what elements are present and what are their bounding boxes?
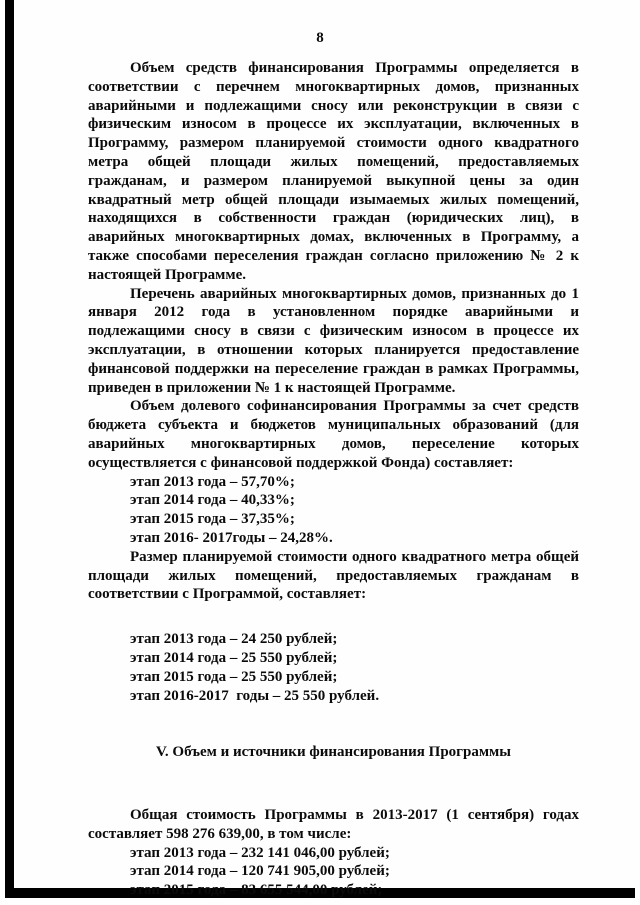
stage-value-line: этап 2016-2017 годы – 25 550 рублей. (130, 687, 380, 704)
body-paragraph: Общая стоимость Программы в 2013-2017 (1 сентября) годах составляет 598 276 639,00, в том числе: (88, 807, 579, 842)
stage-value-line: этап 2015 года – 25 550 рублей; (130, 668, 338, 685)
section-heading: V. Объем и источники финансирования Программы (156, 744, 511, 761)
page-number: 8 (316, 30, 324, 46)
stage-value-line: этап 2013 года – 24 250 рублей; (130, 631, 338, 648)
stage-value-line: этап 2014 года – 120 741 905,00 рублей; (130, 863, 390, 880)
paragraph-gap (88, 604, 579, 630)
stage-value-line: этап 2013 года – 57,70%; (130, 473, 295, 490)
body-paragraph: Перечень аварийных многоквартирных домов, признанных до 1 января 2012 года в установленном порядке аварийными и подлежащими сносу в связи с физическим износом в процессе их эксплуатации, в отношении которых планируется предоставление финансовой поддержки на переселение граждан в рамках Программы, приведен в приложении № 1 к настоящей Программе. (88, 285, 579, 396)
body-paragraph: Объем средств финансирования Программы определяется в соответствии с перечнем многоквартирных домов, признанных аварийными и подлежащими сносу или реконструкции в связи с физическим износом в процессе их эксплуатации, включенных в Программу, размером планируемой стоимости одного квадратного метра общей площади жилых помещений, предоставляемых гражданам, и размером планируемой выкупной цены за один квадратный метр общей площади изымаемых жилых помещений, находящихся в собственности граждан (юридических лиц), в аварийных многоквартирных домах, включенных в Программу, а также способами переселения граждан согласно приложению № 2 к настоящей Программе. (88, 60, 579, 283)
stage-value-line: этап 2013 года – 232 141 046,00 рублей; (130, 844, 390, 861)
stage-value-line: этап 2014 года – 40,33%; (130, 492, 295, 509)
stage-value-line: этап 2015 года – 37,35%; (130, 511, 295, 528)
paragraph-gap (88, 762, 579, 806)
stage-value-line: этап 2016- 2017годы – 24,28%. (130, 529, 333, 546)
paragraph-gap (88, 705, 579, 743)
body-paragraph: Размер планируемой стоимости одного квадратного метра общей площади жилых помещений, предоставляемых гражданам в соответствии с Программой, составляет: (88, 548, 579, 603)
stage-value-line: этап 2014 года – 25 550 рублей; (130, 649, 338, 666)
stage-value-line: этап 2015 года – 83 655 544,00 рублей; (130, 882, 383, 899)
document-content (88, 59, 579, 900)
scan-artifact-left-edge (5, 0, 14, 898)
body-paragraph: Объем долевого софинансирования Программы за счет средств бюджета субъекта и бюджетов муниципальных образований (для аварийных многоквартирных домов, переселение которых осуществляется с финансовой поддержкой Фонда) составляет: (88, 398, 579, 471)
